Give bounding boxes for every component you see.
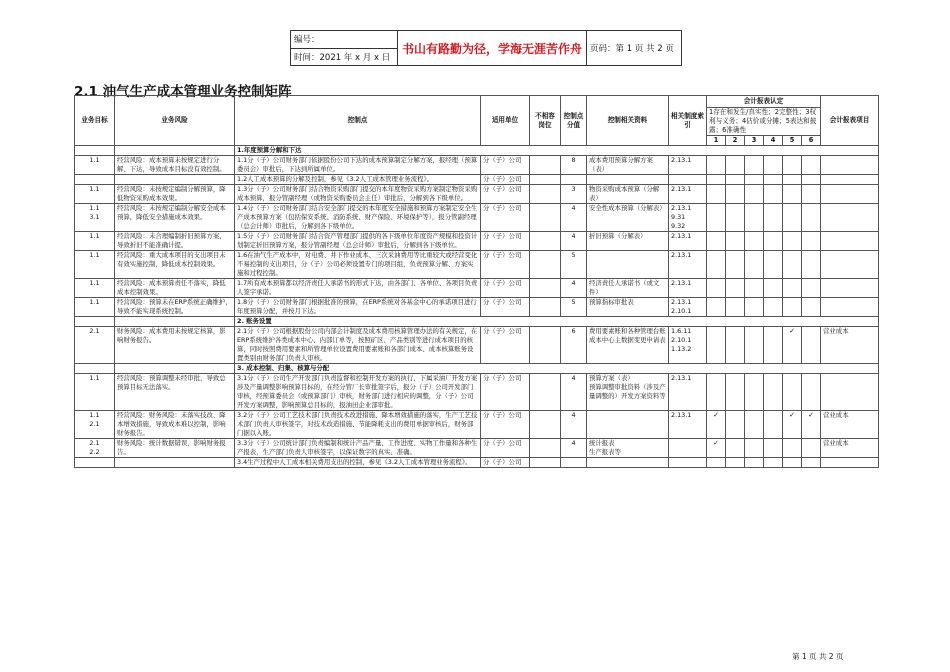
check-cell-5 bbox=[783, 374, 802, 411]
section-title: 3. 成本控制、归集、核算与分配 bbox=[235, 364, 879, 374]
check-cell-1 bbox=[707, 156, 726, 175]
cell-policy: 2.13.1 bbox=[669, 232, 707, 251]
check-cell-3 bbox=[745, 439, 764, 458]
check-cell-4 bbox=[764, 175, 783, 185]
cell-policy: 2.13.1 9.31 9.32 bbox=[669, 204, 707, 232]
cell-score: 5 bbox=[561, 298, 587, 317]
cell-score: 8 bbox=[561, 156, 587, 175]
section-row bbox=[75, 146, 879, 156]
cell-policy: 2.13.1 bbox=[669, 251, 707, 279]
col-risk: 业务风险 bbox=[115, 96, 235, 146]
cell-incompat bbox=[530, 439, 561, 458]
cell-unit: 分（子）公司 bbox=[481, 156, 530, 175]
cell-control: 3.3分（子）公司统计部门负责编制和统计产品产量、工作进度、实物工作量和各种生产报表，生产部门负责人审核签字，以保证数字的真实、准确。 bbox=[235, 439, 481, 458]
cell-goal: 2.1 2.2 bbox=[75, 439, 115, 458]
cell-goal bbox=[75, 175, 115, 185]
cell-goal: 1.1 3.1 bbox=[75, 204, 115, 232]
check-cell-2 bbox=[726, 439, 745, 458]
check-cell-3 bbox=[745, 279, 764, 298]
assert-num-5: 5 bbox=[783, 136, 802, 146]
cell-control: 1.4分（子）公司财务部门结合安全部门提交的本年度安全措施和预算方案制定安全生产成本预算方案（包括保安系统、消防系统、财产保险、环境保护等），报分管副经理（总会计师）审批后，分解到各下级单位。 bbox=[235, 204, 481, 232]
col-control: 控制点 bbox=[235, 96, 481, 146]
cell-unit: 分（子）公司 bbox=[481, 411, 530, 439]
cell-incompat bbox=[530, 458, 561, 468]
table-row bbox=[75, 156, 879, 175]
check-cell-4 bbox=[764, 374, 783, 411]
check-cell-2 bbox=[726, 279, 745, 298]
cell-report: 营业成本 bbox=[821, 327, 879, 364]
check-cell-5 bbox=[783, 279, 802, 298]
check-cell-4 bbox=[764, 298, 783, 317]
slogan: 书山有路勤为径，学海无涯苦作舟 bbox=[398, 31, 587, 66]
cell-risk: 经营风险：未合理编制折旧预算方案，导致折旧不能准确计提。 bbox=[115, 232, 235, 251]
check-cell-4 bbox=[764, 327, 783, 364]
col-score: 控制点分值 bbox=[561, 96, 587, 146]
check-cell-1 bbox=[707, 458, 726, 468]
col-unit: 适用单位 bbox=[481, 96, 530, 146]
check-cell-2 bbox=[726, 232, 745, 251]
check-cell-3 bbox=[745, 185, 764, 204]
cell-report: 营业成本 bbox=[821, 439, 879, 458]
cell-docs bbox=[587, 411, 669, 439]
cell-score: 4 bbox=[561, 204, 587, 232]
check-cell-3 bbox=[745, 232, 764, 251]
cell-unit: 分（子）公司 bbox=[481, 232, 530, 251]
cell-control: 3.2分（子）公司工艺技术部门负责技术改进措施、降本增效措施的落实，生产工艺技术部门负责人审核签字，对技术改造措施、节能降耗支出的费用单据审核后，财务部门据以入账。 bbox=[235, 411, 481, 439]
assert-num-4: 4 bbox=[764, 136, 783, 146]
section-title: 1.年度预算分解和下达 bbox=[235, 146, 879, 156]
check-cell-2 bbox=[726, 327, 745, 364]
check-cell-2 bbox=[726, 458, 745, 468]
check-cell-1 bbox=[707, 374, 726, 411]
cell-policy bbox=[669, 458, 707, 468]
cell-score: 4 bbox=[561, 411, 587, 439]
cell-incompat bbox=[530, 327, 561, 364]
table-row bbox=[75, 232, 879, 251]
section-blank-cell bbox=[115, 146, 235, 156]
cell-incompat bbox=[530, 185, 561, 204]
cell-risk: 经营风险：未按规定编制分解预算，降低物资采购成本效果。 bbox=[115, 185, 235, 204]
cell-report bbox=[821, 185, 879, 204]
col-policy: 相关制度索引 bbox=[669, 96, 707, 146]
cell-policy: 2.13.1 bbox=[669, 374, 707, 411]
cell-control: 1.8分（子）公司财务部门根据批准的预算，在ERP系统对各基金中心的承诺项目进行年度预算分配，并按月下达。 bbox=[235, 298, 481, 317]
check-cell-5 bbox=[783, 175, 802, 185]
check-cell-3 bbox=[745, 374, 764, 411]
check-cell-6 bbox=[802, 251, 821, 279]
cell-docs: 安全性成本预算（分解表） bbox=[587, 204, 669, 232]
cell-score: 6 bbox=[561, 327, 587, 364]
cell-goal bbox=[75, 458, 115, 468]
check-cell-5 bbox=[783, 298, 802, 317]
cell-unit: 分（子）公司 bbox=[481, 204, 530, 232]
check-cell-3 bbox=[745, 156, 764, 175]
table-row bbox=[75, 439, 879, 458]
check-cell-3 bbox=[745, 298, 764, 317]
cell-docs bbox=[587, 251, 669, 279]
check-cell-1 bbox=[707, 204, 726, 232]
check-cell-4 bbox=[764, 251, 783, 279]
check-cell-3 bbox=[745, 251, 764, 279]
section-blank-cell bbox=[75, 146, 115, 156]
cell-report bbox=[821, 175, 879, 185]
cell-score: 5 bbox=[561, 251, 587, 279]
cell-score: 4 bbox=[561, 439, 587, 458]
cell-risk bbox=[115, 458, 235, 468]
cell-report bbox=[821, 298, 879, 317]
check-cell-1: ✓ bbox=[707, 439, 726, 458]
cell-report bbox=[821, 232, 879, 251]
check-cell-2 bbox=[726, 298, 745, 317]
section-blank-cell bbox=[75, 364, 115, 374]
col-report: 会计报表项目 bbox=[821, 96, 879, 146]
cell-control: 1.3分（子）公司财务部门结合物资采购部门提交的本年度物资采购方案制定物资采购成本预算，报分管副经理（或物资采购委员会主任）审批后，分解到各下级单位。 bbox=[235, 185, 481, 204]
check-cell-4 bbox=[764, 204, 783, 232]
check-cell-2 bbox=[726, 251, 745, 279]
cell-unit: 分（子）公司 bbox=[481, 439, 530, 458]
check-cell-6 bbox=[802, 298, 821, 317]
check-cell-1 bbox=[707, 232, 726, 251]
check-cell-2 bbox=[726, 204, 745, 232]
cell-docs: 预算方案（表） 预算调整审批资料（涉及产量调整的）开发方案资料等 bbox=[587, 374, 669, 411]
check-cell-6 bbox=[802, 327, 821, 364]
cell-goal: 1.1 bbox=[75, 232, 115, 251]
cell-policy: 2.13.1 bbox=[669, 279, 707, 298]
check-cell-5 bbox=[783, 458, 802, 468]
check-cell-2 bbox=[726, 175, 745, 185]
check-cell-6 bbox=[802, 279, 821, 298]
page-label: 页码：第 1 页 共 2 页 bbox=[587, 31, 682, 66]
cell-risk: 经营风险：成本预算责任不落实，降低成本控制效果。 bbox=[115, 279, 235, 298]
cell-score: 4 bbox=[561, 279, 587, 298]
cell-risk: 经营风险：重大成本项目的支出项目未有效实施控制，降低成本控制效果。 bbox=[115, 251, 235, 279]
section-blank-cell bbox=[115, 364, 235, 374]
cell-control: 1.2人工成本预算的分解及控制，参见《3.2人工成本管理业务流程》。 bbox=[235, 175, 481, 185]
time-label: 时间：2021 年 x 月 x 日 bbox=[291, 48, 398, 66]
cell-docs: 费用要素账和各种管理台账 成本中心主数据变更申请表 bbox=[587, 327, 669, 364]
cell-control: 1.5分（子）公司财务部门结合资产管理部门提供的各下级单位年度资产规模和投资计划制定折旧预算方案，报分管副经理（总会计师）审批后，分解到各下级单位。 bbox=[235, 232, 481, 251]
check-cell-6 bbox=[802, 156, 821, 175]
check-cell-6 bbox=[802, 175, 821, 185]
check-cell-1 bbox=[707, 175, 726, 185]
check-cell-1 bbox=[707, 185, 726, 204]
cell-report bbox=[821, 251, 879, 279]
cell-docs: 经济责任人承诺书（或文件） bbox=[587, 279, 669, 298]
assert-num-6: 6 bbox=[802, 136, 821, 146]
cell-report bbox=[821, 204, 879, 232]
cell-control: 1.1分（子）公司财务部门依据股份公司下达的成本预算制定分解方案，报经理（预算委员会）审批后，下达到所属单位。 bbox=[235, 156, 481, 175]
check-cell-1 bbox=[707, 327, 726, 364]
cell-policy bbox=[669, 439, 707, 458]
cell-incompat bbox=[530, 251, 561, 279]
cell-goal: 1.1 2.1 bbox=[75, 411, 115, 439]
document-header bbox=[290, 30, 682, 66]
section-row bbox=[75, 364, 879, 374]
table-row bbox=[75, 175, 879, 185]
cell-policy: 1.6.11 2.10.1 1.13.2 bbox=[669, 327, 707, 364]
cell-docs bbox=[587, 175, 669, 185]
cell-unit: 分（子）公司 bbox=[481, 458, 530, 468]
col-assert-group: 会计报表认定 bbox=[707, 96, 821, 108]
section-row bbox=[75, 317, 879, 327]
check-cell-3 bbox=[745, 175, 764, 185]
section-blank-cell bbox=[75, 317, 115, 327]
check-cell-3 bbox=[745, 411, 764, 439]
check-cell-5 bbox=[783, 439, 802, 458]
check-cell-6: ✓ bbox=[802, 411, 821, 439]
check-cell-1: ✓ bbox=[707, 411, 726, 439]
cell-policy: 2.13.1 bbox=[669, 156, 707, 175]
cell-score bbox=[561, 458, 587, 468]
cell-control: 3.4生产过程中人工成本相关费用支出的控制，参见《3.2人工成本管理业务流程》。 bbox=[235, 458, 481, 468]
check-cell-3 bbox=[745, 327, 764, 364]
table-row bbox=[75, 185, 879, 204]
cell-incompat bbox=[530, 204, 561, 232]
cell-report bbox=[821, 374, 879, 411]
cell-report bbox=[821, 458, 879, 468]
cell-goal: 2.1 bbox=[75, 327, 115, 364]
check-cell-3 bbox=[745, 458, 764, 468]
col-docs: 控制相关资料 bbox=[587, 96, 669, 146]
table-row bbox=[75, 204, 879, 232]
check-cell-4 bbox=[764, 185, 783, 204]
check-cell-2 bbox=[726, 411, 745, 439]
check-cell-3 bbox=[745, 204, 764, 232]
cell-risk: 经营风险：预算未在ERP系统正确维护，导致不能实现系统控制。 bbox=[115, 298, 235, 317]
cell-docs: 折旧预算（分解表） bbox=[587, 232, 669, 251]
check-cell-2 bbox=[726, 156, 745, 175]
cell-goal: 1.1 bbox=[75, 251, 115, 279]
table-row bbox=[75, 458, 879, 468]
cell-docs: 预算指标审批表 bbox=[587, 298, 669, 317]
check-cell-6 bbox=[802, 232, 821, 251]
assert-desc: 1存在和发生/真实性；2完整性；3权利与义务；4估价或分摊；5表达和披露；6准确性 bbox=[707, 108, 821, 136]
check-cell-5 bbox=[783, 204, 802, 232]
cell-unit: 分（子）公司 bbox=[481, 374, 530, 411]
cell-goal: 1.1 bbox=[75, 298, 115, 317]
check-cell-4 bbox=[764, 279, 783, 298]
cell-control: 2.1分（子）公司根据股份公司内部会计制度及成本费用核算管理办法的有关规定，在ERP系统维护各类成本中心、内部订单等，按照矿区、产品类别等进行成本项目的核算，同时按照费用要素和所管理单位设置费用要素账和各部门成本、成本核算账务设置类别由财务部门负责人审核。 bbox=[235, 327, 481, 364]
cell-control: 1.7所有成本预算都以经济责任人承诺书的形式下达，由各部门、各单位、各项目负责人签字承诺。 bbox=[235, 279, 481, 298]
cell-report bbox=[821, 279, 879, 298]
page-title: 2.1 油气生产成本管理业务控制矩阵 bbox=[74, 84, 292, 100]
check-cell-1 bbox=[707, 251, 726, 279]
cell-unit: 分（子）公司 bbox=[481, 279, 530, 298]
check-cell-6 bbox=[802, 204, 821, 232]
col-incompat: 不相容岗位 bbox=[530, 96, 561, 146]
check-cell-5 bbox=[783, 185, 802, 204]
check-cell-6 bbox=[802, 374, 821, 411]
table-row bbox=[75, 251, 879, 279]
cell-risk: 经营风险：预算调整未经审批，导致总预算目标无法落实。 bbox=[115, 374, 235, 411]
assert-num-1: 1 bbox=[707, 136, 726, 146]
cell-score: 4 bbox=[561, 374, 587, 411]
cell-risk: 财务风险：统计数据错误，影响财务报告。 bbox=[115, 439, 235, 458]
check-cell-6 bbox=[802, 439, 821, 458]
cell-score: 3 bbox=[561, 185, 587, 204]
cell-goal: 1.1 bbox=[75, 156, 115, 175]
cell-goal: 1.1 bbox=[75, 374, 115, 411]
cell-docs: 成本费用预算分解方案（表） bbox=[587, 156, 669, 175]
cell-policy: 2.13.1 2.10.1 bbox=[669, 298, 707, 317]
cell-policy: 2.13.1 bbox=[669, 411, 707, 439]
check-cell-4 bbox=[764, 411, 783, 439]
section-blank-cell bbox=[115, 317, 235, 327]
cell-docs: 物资采购成本预算（分解表） bbox=[587, 185, 669, 204]
cell-score: 4 bbox=[561, 232, 587, 251]
cell-unit: 分（子）公司 bbox=[481, 251, 530, 279]
control-matrix-table bbox=[74, 95, 879, 468]
cell-score bbox=[561, 175, 587, 185]
cell-incompat bbox=[530, 374, 561, 411]
cell-incompat bbox=[530, 411, 561, 439]
cell-control: 1.6在油气生产成本中，对电费、井下作业成本、三次采油费用等比重较大或经营变化不易控制的支出项目，分（子）公司必须设置专门的项目组，负责预算分解、方案实施和过程控制。 bbox=[235, 251, 481, 279]
check-cell-2 bbox=[726, 374, 745, 411]
number-label: 编号： bbox=[291, 31, 398, 49]
check-cell-4 bbox=[764, 156, 783, 175]
cell-docs bbox=[587, 458, 669, 468]
cell-incompat bbox=[530, 156, 561, 175]
page-footer: 第 1 页 共 2 页 bbox=[792, 652, 844, 661]
cell-incompat bbox=[530, 232, 561, 251]
cell-unit: 分（子）公司 bbox=[481, 298, 530, 317]
cell-report: 营业成本 bbox=[821, 411, 879, 439]
assert-num-3: 3 bbox=[745, 136, 764, 146]
cell-unit: 分（子）公司 bbox=[481, 185, 530, 204]
check-cell-5: ✓ bbox=[783, 327, 802, 364]
cell-incompat bbox=[530, 298, 561, 317]
assert-num-2: 2 bbox=[726, 136, 745, 146]
check-cell-5 bbox=[783, 156, 802, 175]
check-cell-6 bbox=[802, 185, 821, 204]
cell-policy bbox=[669, 175, 707, 185]
cell-risk: 经营风险：未按规定编制分解安全成本预算，降低安全措施成本效果。 bbox=[115, 204, 235, 232]
table-row bbox=[75, 374, 879, 411]
table-row bbox=[75, 411, 879, 439]
check-cell-4 bbox=[764, 439, 783, 458]
col-goal: 业务目标 bbox=[75, 96, 115, 146]
cell-risk: 经营风险：财务风险：未落实技改、降本增效措施，导致成本难以控制，影响财务报告。 bbox=[115, 411, 235, 439]
cell-risk: 经营风险：成本预算未按规定进行分解、下达，导致成本目标没有效控制。 bbox=[115, 156, 235, 175]
cell-incompat bbox=[530, 279, 561, 298]
table-row bbox=[75, 279, 879, 298]
table-row bbox=[75, 327, 879, 364]
cell-risk: 财务风险：成本费用未按规定核算，影响财务报告。 bbox=[115, 327, 235, 364]
check-cell-2 bbox=[726, 185, 745, 204]
cell-unit: 分（子）公司 bbox=[481, 327, 530, 364]
check-cell-4 bbox=[764, 458, 783, 468]
check-cell-6 bbox=[802, 458, 821, 468]
table-row bbox=[75, 298, 879, 317]
cell-incompat bbox=[530, 175, 561, 185]
check-cell-1 bbox=[707, 279, 726, 298]
cell-docs: 统计报表 生产报表等 bbox=[587, 439, 669, 458]
cell-control: 3.1分（子）公司生产开发部门负责监督和控制开发方案的执行，下属采油厂开发方案涉及产量调整影响预算目标的，在经分管厂长审批签字后，报分（子）公司开发部门审核，经预算委员会（或预算部门）审核，财务部门进行相应的调整，分（子）公司开发方案调整，影响预算总目标的，报油田企业部审批。 bbox=[235, 374, 481, 411]
check-cell-5: ✓ bbox=[783, 411, 802, 439]
cell-goal: 1.1 bbox=[75, 279, 115, 298]
check-cell-5 bbox=[783, 232, 802, 251]
cell-report bbox=[821, 156, 879, 175]
check-cell-1 bbox=[707, 298, 726, 317]
section-title: 2. 账务设置 bbox=[235, 317, 879, 327]
cell-risk bbox=[115, 175, 235, 185]
check-cell-5 bbox=[783, 251, 802, 279]
cell-goal: 1.1 bbox=[75, 185, 115, 204]
check-cell-4 bbox=[764, 232, 783, 251]
cell-unit: 分（子）公司 bbox=[481, 175, 530, 185]
cell-policy: 2.13.1 bbox=[669, 185, 707, 204]
